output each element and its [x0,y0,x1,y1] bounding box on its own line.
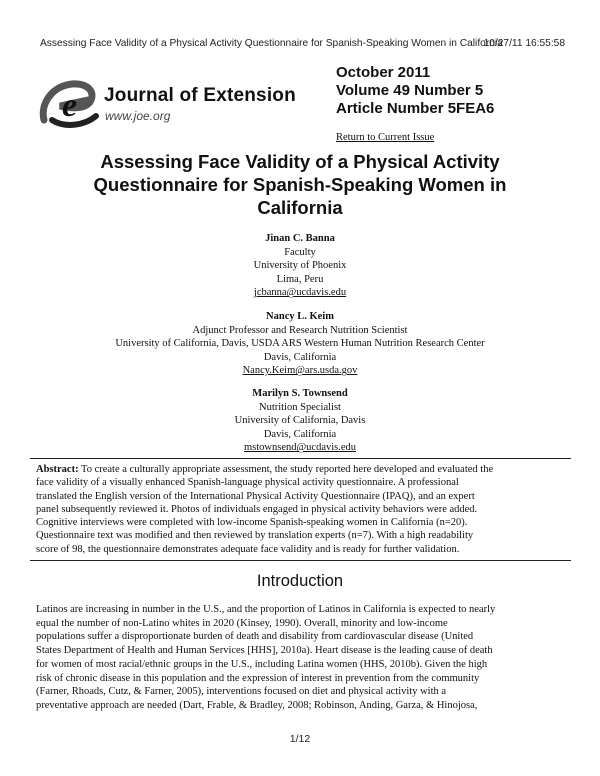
author-affiliation-line: Lima, Peru [276,273,324,285]
abstract-line: To create a culturally appropriate assessment, the study reported here developed and evaluated the [78,464,494,475]
journal-url: www.joe.org [105,109,171,123]
issue-date: October 2011 [336,64,431,81]
return-to-issue-link[interactable]: Return to Current Issue [336,132,435,143]
author-affiliation-line: Faculty [284,246,316,258]
article-title [40,150,560,219]
abstract-line: Cognitive interviews were completed with low-income Spanish-speaking women in California (n=20). [36,517,468,529]
abstract-bottom-divider [30,560,571,561]
author-name: Nancy L. Keim [266,311,334,322]
abstract-line: score of 98, the questionnaire demonstrates adequate face validity and is ready for further validation. [36,543,460,555]
body-line: States Department of Health and Human Services [HHS], 2010a). Heart disease is the leading cause of death [36,645,493,657]
author-email-link[interactable]: mstownsend@ucdavis.edu [243,442,357,454]
abstract-line: face validity of a visually enhanced Spanish-language physical activity questionnaire. A professional [36,477,459,489]
issue-article: Article Number 5FEA6 [336,100,495,117]
running-header [40,38,565,49]
author-block [0,232,600,300]
author-block [0,310,600,378]
author-affiliation-line: Davis, California [263,351,337,363]
page-number: 1/12 [289,733,311,745]
logo-letter: e [62,87,78,124]
header-doc-title: Assessing Face Validity of a Physical Activity Questionnaire for Spanish-Speaking Women in California [40,38,503,49]
journal-logo[interactable] [38,76,328,132]
section-heading-introduction: Introduction [256,572,344,590]
body-line: equal the number of non-Latino whites in 2020 (Kinsey, 1990). Overall, minority and low-income [36,617,448,629]
issue-volume: Volume 49 Number 5 [336,82,484,99]
body-line: populations suffer a disproportionate burden of death and disability from cardiovascular disease (United [36,631,474,643]
abstract-label: Abstract: [36,464,79,475]
author-affiliation-line: Davis, California [263,428,337,440]
author-name: Marilyn S. Townsend [252,388,348,399]
author-email-link[interactable]: Nancy.Keim@ars.usda.gov [242,365,358,377]
journal-name: Journal of Extension [104,85,296,106]
author-affiliation-line: University of Phoenix [253,260,347,272]
author-affiliation-line: University of California, Davis, USDA ARS Western Human Nutrition Research Center [115,338,485,350]
body-line: preventative approach are needed (Dart, Frable, & Bradley, 2008; Robinson, Anding, Garza, & Hinojosa, [36,699,478,711]
author-name: Jinan C. Banna [265,233,335,244]
title-line: Assessing Face Validity of a Physical Activity [100,151,500,172]
header-timestamp: 10/27/11 16:55:58 [483,38,565,49]
title-line: Questionnaire for Spanish-Speaking Women in [93,174,507,195]
introduction-paragraph [36,603,566,713]
body-line: risk of chronic disease in this population and the expression of interest in prevention from the community [36,672,480,684]
body-line: (Farner, Rhoads, Cutz, & Farner, 2005), interventions focused on diet and physical activity with a [36,686,447,698]
title-line: California [257,197,343,218]
author-email-link[interactable]: jcbanna@ucdavis.edu [253,287,347,299]
author-block [0,387,600,455]
author-affiliation-line: University of California, Davis [234,415,366,427]
body-line: for women of most racial/ethnic groups in the U.S., including Latina women (HHS, 2010b). Given the high [36,658,488,670]
body-line: Latinos are increasing in number in the U.S., and the proportion of Latinos in California is expected to nearly [36,604,496,615]
abstract-top-divider [30,458,571,459]
author-affiliation-line: Adjunct Professor and Research Nutrition Scientist [192,324,408,336]
abstract-line: translated the English version of the International Physical Activity Questionnaire (IPAQ), and an expert [36,490,475,502]
author-affiliation-line: Nutrition Specialist [259,401,341,413]
abstract [36,463,566,556]
abstract-line: Questionnaire text was modified and then reviewed by translation experts (n=7). With a high readability [36,530,474,542]
issue-info [336,64,494,118]
joe-logo-icon [38,76,108,132]
abstract-line: panel subsequently reviewed it. Photos of individuals engaged in physical activity behaviors were added. [36,503,478,515]
